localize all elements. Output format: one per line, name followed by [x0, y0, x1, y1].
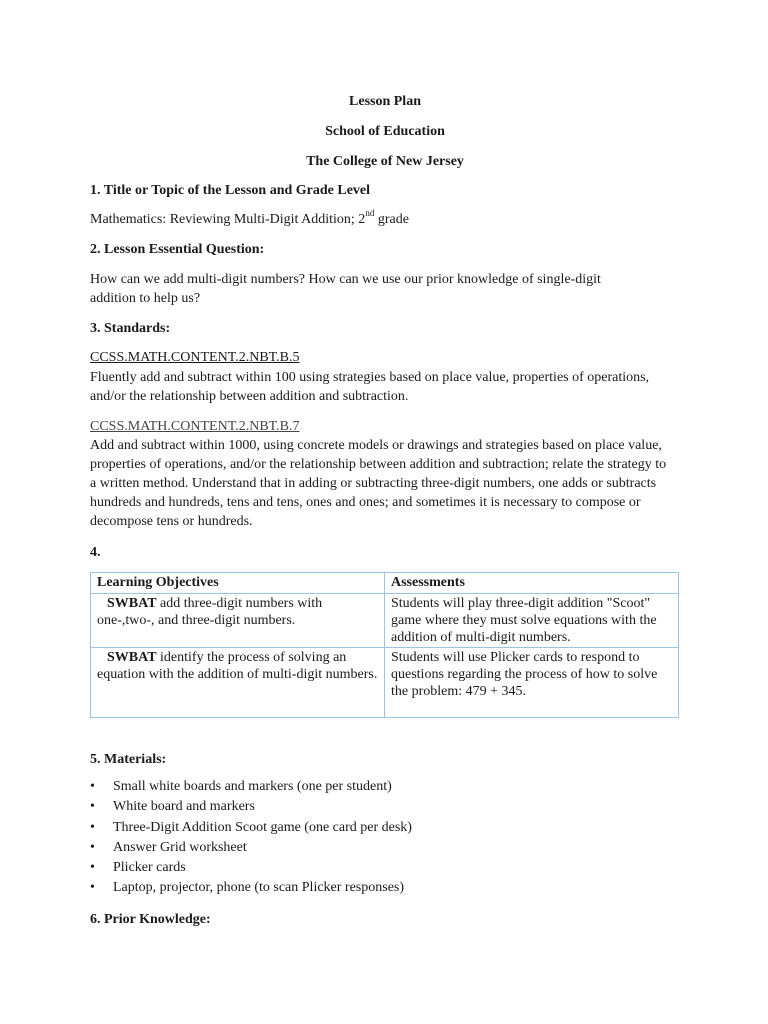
- table-row: [91, 648, 679, 718]
- objective-cell: [91, 594, 385, 648]
- section-5-heading: 5. Materials:: [90, 752, 167, 767]
- list-item: [90, 797, 670, 817]
- list-item-text: Laptop, projector, phone (to scan Plicker responses): [113, 880, 405, 896]
- doc-title: Lesson Plan: [349, 94, 421, 109]
- list-item: [90, 838, 670, 858]
- topic-text: Mathematics: Reviewing Multi-Digit Addition; 2: [90, 212, 366, 227]
- table-header-row: [91, 573, 679, 594]
- standard-1-text: Fluently add and subtract within 100 using strategies based on place value, properties of operations, and/or the relationship between addition and subtraction.: [90, 370, 650, 404]
- swbat-label: SWBAT: [107, 596, 157, 611]
- list-item: [90, 878, 670, 898]
- swbat-label: SWBAT: [107, 650, 157, 665]
- school-name: School of Education: [325, 124, 445, 139]
- list-item: [90, 858, 670, 878]
- standard-2-link[interactable]: CCSS.MATH.CONTENT.2.NBT.B.7: [90, 419, 300, 434]
- assessment-cell: Students will use Plicker cards to respond to questions regarding the process of how to solve the problem: 479 + 345.: [385, 648, 679, 718]
- objective-text: identify the process of solving an equation with the addition of multi-digit numbers.: [97, 650, 378, 682]
- essential-question-line-1: How can we add multi-digit numbers? How can we use our prior knowledge of single-digit: [90, 272, 601, 287]
- bullet-icon: •: [90, 880, 95, 896]
- objectives-table: [90, 572, 679, 718]
- assessments-header: Assessments: [385, 573, 679, 594]
- assessment-cell: Students will play three-digit addition "Scoot" game where they must solve equations with the addition of multi-digit numbers.: [385, 594, 679, 648]
- bullet-icon: •: [90, 860, 95, 876]
- section-6-heading: 6. Prior Knowledge:: [90, 912, 211, 927]
- bullet-icon: •: [90, 779, 95, 794]
- list-item-text: Plicker cards: [113, 860, 186, 876]
- grade-text: grade: [374, 212, 409, 227]
- table-row: [91, 594, 679, 648]
- list-item-text: Small white boards and markers (one per student): [113, 779, 392, 794]
- list-item-text: Answer Grid worksheet: [113, 839, 247, 855]
- objective-cell: [91, 648, 385, 718]
- bullet-icon: •: [90, 799, 95, 815]
- ordinal-suffix: nd: [365, 208, 375, 219]
- section-2-heading: 2. Lesson Essential Question:: [90, 242, 265, 257]
- section-1-heading: 1. Title or Topic of the Lesson and Grade Level: [90, 183, 371, 198]
- bullet-icon: •: [90, 819, 95, 835]
- list-item-text: Three-Digit Addition Scoot game (one card per desk): [113, 819, 412, 835]
- section-3-heading: 3. Standards:: [90, 321, 171, 336]
- section-1-text: [90, 210, 670, 229]
- section-4-heading: 4.: [90, 545, 101, 560]
- essential-question-line-2: addition to help us?: [90, 291, 201, 306]
- standard-2-text: Add and subtract within 1000, using concrete models or drawings and strategies based on place value, properties of operations, and/or the relationship between addition and subtraction; relate the strategy to a written method. Understand that in adding or subtracting three-digit numbers, one adds or subtracts hundreds and hundreds, tens and tens, ones and ones; and sometimes it is necessary to compose or decompose tens or hundreds.: [90, 438, 667, 529]
- bullet-icon: •: [90, 839, 95, 855]
- college-name: The College of New Jersey: [306, 154, 464, 169]
- list-item: [90, 818, 670, 838]
- list-item-text: White board and markers: [113, 799, 255, 815]
- objectives-header: Learning Objectives: [91, 573, 385, 594]
- materials-list: [90, 777, 670, 899]
- list-item: [90, 777, 670, 797]
- standard-1-link[interactable]: CCSS.MATH.CONTENT.2.NBT.B.5: [90, 350, 300, 365]
- objective-text: add three-digit numbers with one-,two-, and three-digit numbers.: [97, 596, 323, 628]
